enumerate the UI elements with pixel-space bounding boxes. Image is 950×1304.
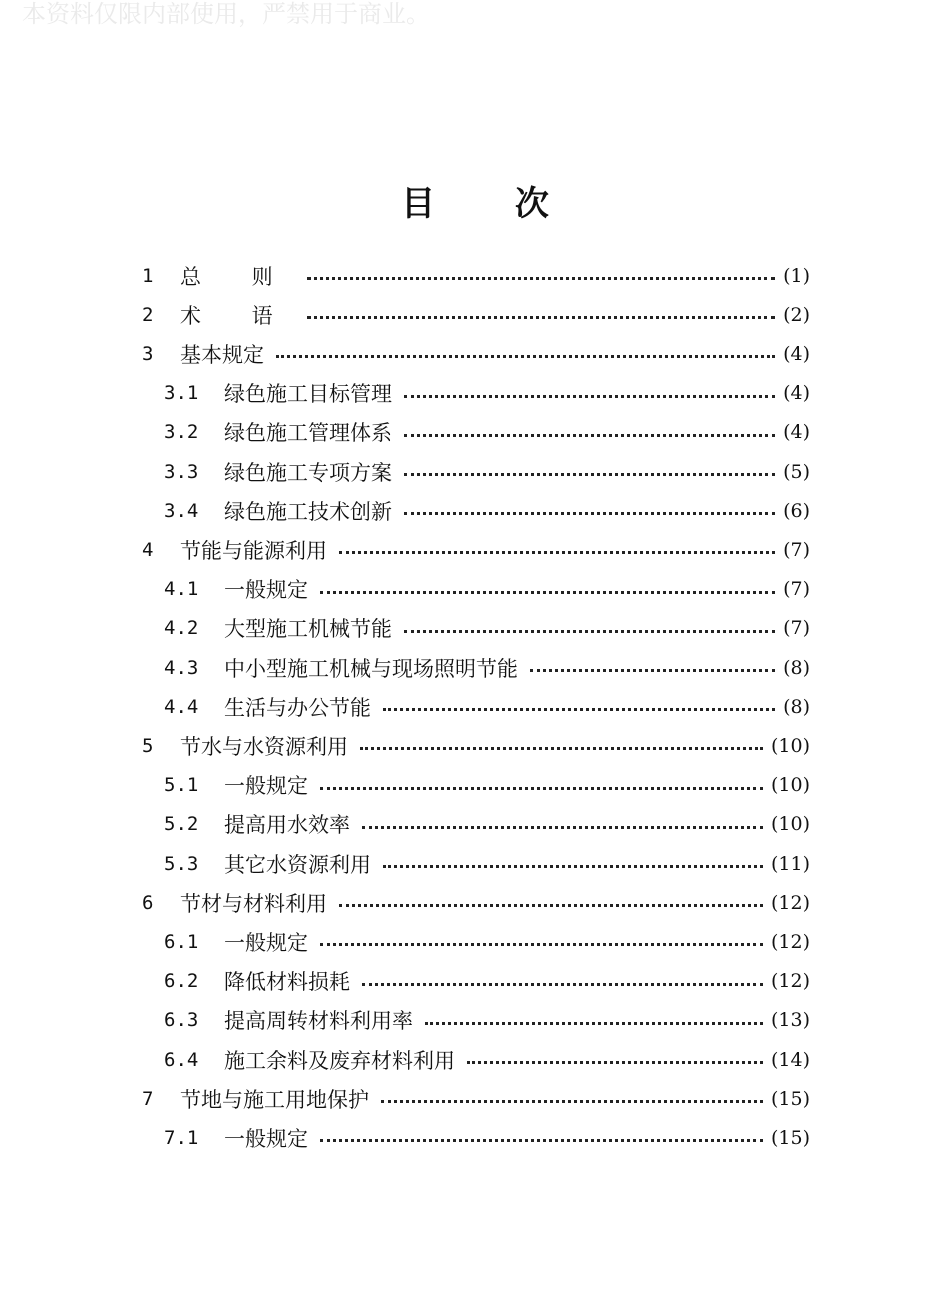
toc-entry[interactable]: [142, 530, 810, 569]
toc-entry-number: 3.3: [164, 460, 199, 483]
toc-entry-page: (7): [783, 538, 810, 561]
dot-leader: [307, 277, 775, 280]
dot-leader: [425, 1022, 763, 1025]
dot-leader: [404, 395, 775, 398]
dot-leader: [530, 669, 775, 672]
toc-entry-label: 一般规定: [224, 1126, 308, 1151]
toc-entry-number: 4.2: [164, 617, 199, 640]
toc-entry-number: 4: [142, 538, 154, 561]
toc-entry-label: 一般规定: [224, 774, 308, 799]
toc-entry[interactable]: [164, 1001, 810, 1040]
toc-entry-page: (8): [783, 695, 810, 718]
toc-entry-number: 6.4: [164, 1048, 199, 1071]
toc-entry-number: 4.4: [164, 695, 199, 718]
toc-entry-label: 总 则: [180, 264, 295, 289]
toc-entry-page: (11): [770, 852, 810, 875]
toc-entry[interactable]: [164, 1040, 810, 1079]
toc-entry[interactable]: [142, 883, 810, 922]
toc-entry-label: 提高周转材料利用率: [224, 1009, 413, 1034]
toc-entry-page: (10): [770, 774, 810, 797]
toc-entry[interactable]: [164, 1118, 810, 1157]
toc-entry-label: 节地与施工用地保护: [180, 1087, 369, 1112]
toc-entry-page: (10): [770, 813, 810, 836]
toc-entry[interactable]: [164, 413, 810, 452]
toc-entry-label: 绿色施工专项方案: [224, 460, 392, 485]
toc-entry-label: 绿色施工技术创新: [224, 499, 392, 524]
toc-entry-page: (12): [770, 930, 810, 953]
toc-entry-number: 4.3: [164, 656, 199, 679]
toc-entry-number: 5.2: [164, 813, 199, 836]
dot-leader: [404, 473, 775, 476]
toc-entry-number: 3.4: [164, 499, 199, 522]
toc-entry[interactable]: [142, 726, 810, 765]
toc-entry[interactable]: [164, 962, 810, 1001]
toc-entry-number: 2: [142, 303, 154, 326]
dot-leader: [404, 434, 775, 437]
toc-entry-page: (12): [770, 970, 810, 993]
toc-entry[interactable]: [164, 609, 810, 648]
toc-entry[interactable]: [164, 648, 810, 687]
dot-leader: [381, 1100, 763, 1103]
toc-entry-page: (15): [770, 1087, 810, 1110]
toc-entry-page: (7): [783, 578, 810, 601]
toc-entry-label: 节水与水资源利用: [180, 734, 348, 759]
toc-entry[interactable]: [164, 766, 810, 805]
toc-entry[interactable]: [164, 374, 810, 413]
toc-entry-label: 其它水资源利用: [224, 852, 371, 877]
toc-entry-page: (4): [783, 382, 810, 405]
toc-entry-page: (14): [770, 1048, 810, 1071]
toc-entry-number: 7.1: [164, 1126, 199, 1149]
dot-leader: [307, 316, 775, 319]
dot-leader: [360, 747, 763, 750]
toc-entry-label: 基本规定: [180, 342, 264, 367]
toc-entry-page: (2): [783, 303, 810, 326]
toc-entry[interactable]: [142, 334, 810, 373]
toc-entry-label: 提高用水效率: [224, 813, 350, 838]
dot-leader: [320, 943, 763, 946]
toc-entry-label: 生活与办公节能: [224, 695, 371, 720]
toc-entry-number: 5: [142, 734, 154, 757]
dot-leader: [383, 708, 775, 711]
toc-entry-page: (1): [783, 264, 810, 287]
toc-entry-page: (6): [783, 499, 810, 522]
toc-entry[interactable]: [164, 491, 810, 530]
dot-leader: [320, 591, 775, 594]
toc-entry-label: 术 语: [180, 303, 295, 328]
toc-entry-label: 降低材料损耗: [224, 970, 350, 995]
toc-entry-page: (4): [783, 421, 810, 444]
toc-entry-page: (15): [770, 1126, 810, 1149]
toc-entry-number: 7: [142, 1087, 154, 1110]
toc-entry-number: 3: [142, 342, 154, 365]
toc-entry-number: 5.1: [164, 774, 199, 797]
dot-leader: [320, 787, 763, 790]
toc-entry-number: 5.3: [164, 852, 199, 875]
dot-leader: [339, 904, 763, 907]
dot-leader: [362, 983, 763, 986]
toc-entry-page: (12): [770, 891, 810, 914]
toc-entry[interactable]: [142, 295, 810, 334]
watermark: 本资料仅限内部使用，严禁用于商业。: [22, 0, 430, 28]
toc-entry-page: (5): [783, 460, 810, 483]
toc-entry[interactable]: [142, 1079, 810, 1118]
toc-entry-number: 3.2: [164, 421, 199, 444]
dot-leader: [467, 1061, 763, 1064]
toc-entry-page: (4): [783, 342, 810, 365]
toc-entry-number: 6.1: [164, 930, 199, 953]
toc-entry-number: 6.2: [164, 970, 199, 993]
dot-leader: [362, 826, 763, 829]
toc-entry-label: 施工余料及废弃材料利用: [224, 1048, 455, 1073]
toc-entry[interactable]: [164, 844, 810, 883]
toc-entry[interactable]: [164, 805, 810, 844]
dot-leader: [339, 551, 775, 554]
toc-entry-number: 4.1: [164, 578, 199, 601]
toc-entry-number: 6: [142, 891, 154, 914]
toc-entry-label: 节能与能源利用: [180, 538, 327, 563]
page-title: 目 次: [401, 184, 583, 224]
toc-entry-label: 中小型施工机械与现场照明节能: [224, 656, 518, 681]
toc-entry-number: 3.1: [164, 382, 199, 405]
toc-entry-label: 节材与材料利用: [180, 891, 327, 916]
toc-entry-number: 6.3: [164, 1009, 199, 1032]
dot-leader: [320, 1139, 763, 1142]
toc-entry-label: 大型施工机械节能: [224, 617, 392, 642]
dot-leader: [383, 865, 763, 868]
dot-leader: [276, 355, 775, 358]
toc-entry[interactable]: [142, 256, 810, 295]
toc-entry-page: (8): [783, 656, 810, 679]
toc-entry-page: (13): [770, 1009, 810, 1032]
toc-entry[interactable]: [164, 922, 810, 961]
toc-entry-page: (7): [783, 617, 810, 640]
toc-entry-label: 一般规定: [224, 578, 308, 603]
toc-entry-number: 1: [142, 264, 154, 287]
dot-leader: [404, 630, 775, 633]
toc-entry[interactable]: [164, 452, 810, 491]
toc-entry-label: 绿色施工目标管理: [224, 382, 392, 407]
toc-entry[interactable]: [164, 687, 810, 726]
toc-entry-label: 绿色施工管理体系: [224, 421, 392, 446]
toc-entry[interactable]: [164, 570, 810, 609]
toc-entry-page: (10): [770, 734, 810, 757]
dot-leader: [404, 512, 775, 515]
toc-entry-label: 一般规定: [224, 930, 308, 955]
